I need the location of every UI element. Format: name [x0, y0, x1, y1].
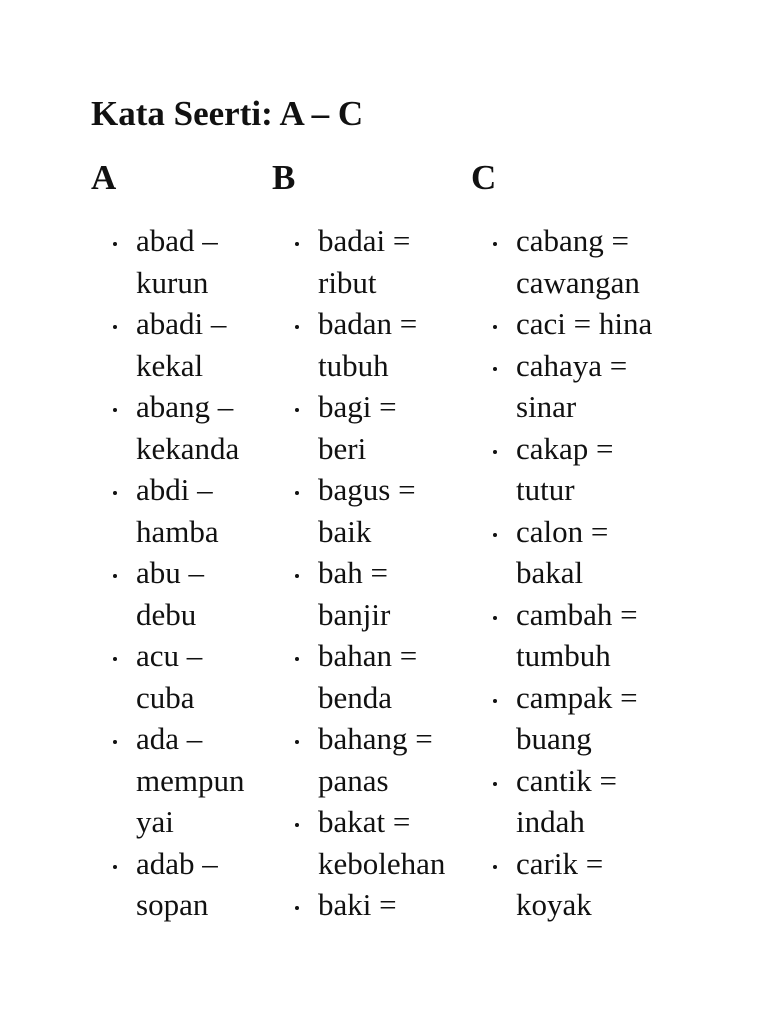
list-item-text: bah =: [318, 555, 388, 590]
list-item-text: bagi =: [318, 389, 397, 424]
list-item-text: abang –: [136, 389, 234, 424]
list-item: [273, 718, 469, 801]
list-item-text: koyak: [516, 887, 592, 922]
list-item: [471, 760, 701, 843]
column-b-heading: B: [272, 158, 296, 197]
list-item: [273, 884, 469, 926]
list-item-text: abad –: [136, 223, 218, 258]
list-item-text: bakal: [516, 555, 584, 590]
list-item: [273, 220, 469, 303]
list-item-text: calon =: [516, 513, 609, 549]
list-item: [273, 386, 469, 469]
list-item: [273, 552, 469, 635]
list-item: [273, 469, 469, 552]
list-item-text: carik =: [516, 845, 604, 881]
list-item: [471, 220, 701, 303]
list-item-text: yai: [136, 804, 174, 839]
list-item-text: tumbuh: [516, 638, 611, 673]
list-item-text: baik: [318, 513, 372, 549]
list-item-text: kebolehan: [318, 845, 446, 881]
list-item-text: debu: [136, 596, 197, 632]
list-item-text: tubuh: [318, 347, 389, 383]
column-a-heading: A: [91, 158, 117, 197]
list-item-text: bahang =: [318, 721, 433, 756]
list-item-text: benda: [318, 679, 393, 715]
list-item-text: abdi –: [136, 472, 213, 507]
list-item-text: adab –: [136, 845, 218, 881]
list-item-text: abadi –: [136, 306, 227, 341]
column-b-list: [273, 220, 469, 926]
list-item-text: panas: [318, 762, 389, 798]
list-item-text: badai =: [318, 223, 411, 258]
list-item-text: sinar: [516, 389, 577, 424]
list-item: [273, 635, 469, 718]
list-item: [91, 635, 269, 718]
column-c-list: [471, 220, 701, 926]
list-item: [91, 220, 269, 303]
list-item-text: bakat =: [318, 804, 411, 839]
list-item-text: kekal: [136, 347, 204, 383]
list-item-text: cambah =: [516, 596, 638, 632]
list-item-text: cuba: [136, 679, 195, 715]
list-item-text: acu –: [136, 638, 203, 673]
list-item-text: badan =: [318, 306, 418, 341]
list-item-text: buang: [516, 721, 592, 756]
list-item-text: cantik =: [516, 762, 617, 798]
list-item-text: kekanda: [136, 430, 240, 466]
list-item-text: ada –: [136, 721, 203, 756]
column-c-heading: C: [471, 158, 497, 197]
list-item: [471, 428, 701, 511]
page-title: Kata Seerti: A – C: [91, 94, 364, 133]
list-item: [91, 303, 269, 386]
list-item: [471, 511, 701, 594]
list-item-text: bagus =: [318, 472, 416, 507]
list-item: [471, 677, 701, 760]
list-item: [273, 801, 469, 884]
list-item-text: indah: [516, 804, 585, 839]
list-item-text: mempun: [136, 762, 245, 798]
list-item-text: cabang =: [516, 223, 630, 258]
list-item-text: campak =: [516, 679, 638, 715]
list-item-text: beri: [318, 430, 367, 466]
list-item: [91, 386, 269, 469]
list-item-text: baki =: [318, 887, 397, 922]
list-item-text: abu –: [136, 555, 205, 590]
list-item: [471, 594, 701, 677]
list-item-text: cakap =: [516, 430, 614, 466]
list-item: [91, 469, 269, 552]
list-item-text: ribut: [318, 264, 377, 300]
list-item-text: caci = hina: [516, 306, 653, 341]
list-item: [471, 843, 701, 926]
list-item: [91, 552, 269, 635]
list-item-text: sopan: [136, 887, 209, 922]
list-item-text: tutur: [516, 472, 575, 507]
list-item-text: cawangan: [516, 264, 640, 300]
list-item: [471, 345, 701, 428]
list-item-text: bahan =: [318, 638, 418, 673]
list-item: [91, 718, 269, 843]
column-a-list: [91, 220, 269, 926]
list-item-text: banjir: [318, 596, 391, 632]
list-item-text: hamba: [136, 513, 219, 549]
list-item: [91, 843, 269, 926]
list-item-text: cahaya =: [516, 347, 628, 383]
list-item-text: kurun: [136, 264, 209, 300]
list-item: [273, 303, 469, 386]
list-item: [471, 303, 701, 345]
